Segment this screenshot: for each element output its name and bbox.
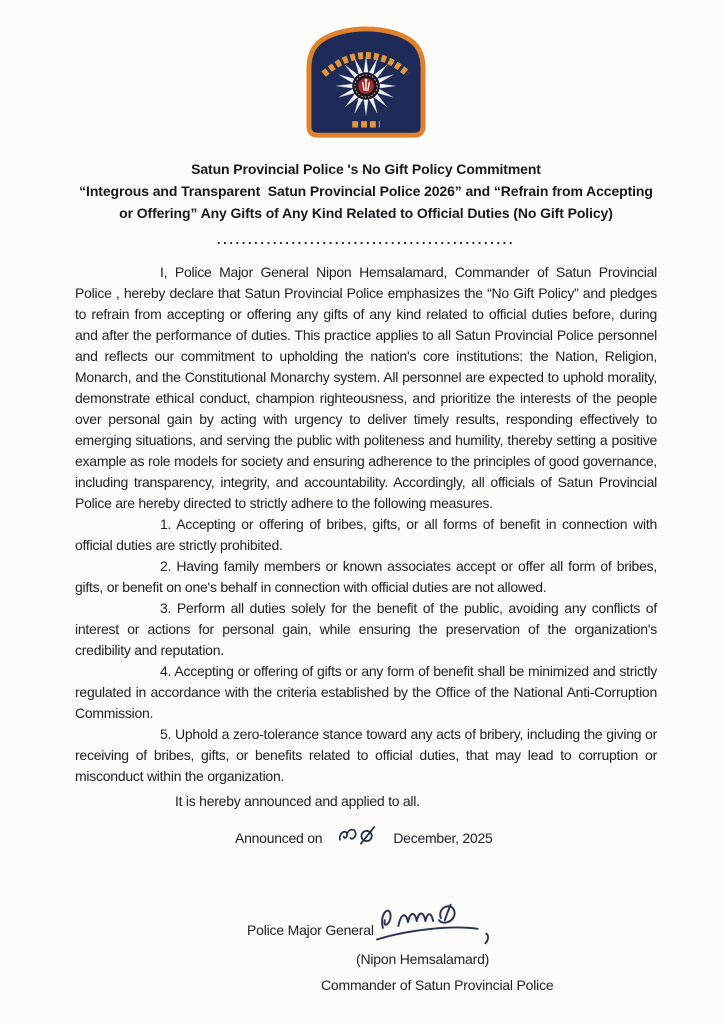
- police-badge-icon: [302, 25, 430, 145]
- letter-body: [75, 262, 657, 1013]
- announced-suffix: December, 2025: [393, 829, 493, 846]
- police-badge-emblem: [75, 25, 657, 149]
- badge-center-figure-dot: [365, 79, 368, 82]
- document-title: [75, 158, 657, 224]
- signer-position: Commander of Satun Provincial Police: [321, 977, 554, 993]
- measure-item-5: 5. Uphold a zero-tolerance stance toward any acts of bribery, including the giving or receiving of bribes, gifts, or benefits related to official duties, that may lead to corruption or misconduct within the organization.: [75, 726, 657, 784]
- signer-name: (Nipon Hemsalamard): [356, 951, 490, 967]
- signature-block: [75, 893, 657, 1013]
- title-line-2: “Integrous and Transparent Satun Provincial Police 2026” and “Refrain from Accepting: [79, 183, 653, 199]
- measure-item-2: 2. Having family members or known associates accept or offer all form of bribes, gifts, or benefit on one's behalf in connection with official duties are not allowed.: [75, 558, 657, 595]
- measure-item-3: 3. Perform all duties solely for the benefit of the public, avoiding any conflicts of interest or actions for personal gain, while ensuring the preservation of the organization's credibility and reputation.: [75, 600, 657, 658]
- signer-rank: Police Major General: [247, 922, 374, 938]
- handwritten-thai-day-icon: [336, 824, 380, 854]
- closing-statement: It is hereby announced and applied to all.: [175, 793, 420, 809]
- announcement-date-line: [235, 823, 657, 853]
- title-line-1: Satun Provincial Police 's No Gift Policy Commitment: [191, 161, 541, 177]
- title-line-3: or Offering” Any Gifts of Any Kind Related to Official Duties (No Gift Policy): [119, 205, 613, 221]
- intro-paragraph: I, Police Major General Nipon Hemsalamard, Commander of Satun Provincial Police , hereby declare that Satun Provincial Police emphasizes the “No Gift Policy” and pledges to refrain from accepting or offering any gifts of any kind related to official duties before, during and after the performance of duties. This practice applies to all Satun Provincial Police personnel and reflects our commitment to upholding the nation's core institutions: the Nation, Religion, Monarch, and the Constitutional Monarchy system. All personnel are expected to uphold morality, demonstrate ethical conduct, champion righteousness, and prioritize the interests of the people over personal gain by acting with urgency to deliver timely results, responding effectively to emerging situations, and serving the public with politeness and humility, thereby setting a positive example as role models for society and ensuring adherence to the principles of good governance, including transparency, integrity, and accountability. Accordingly, all officials of Satun Provincial Police are hereby directed to strictly adhere to the following measures.: [75, 264, 657, 511]
- separator-dots-text: ................................................: [216, 232, 516, 247]
- measure-item-1: 1. Accepting or offering of bribes, gifts, or all forms of benefit in connection with official duties are strictly prohibited.: [75, 516, 657, 553]
- announced-prefix: Announced on: [235, 829, 323, 846]
- dotted-separator: [75, 231, 657, 249]
- measure-item-4: 4. Accepting or offering of gifts or any form of benefit shall be minimized and strictly regulated in accordance with the criteria established by the Office of the National Anti-Corruption Commission.: [75, 663, 657, 721]
